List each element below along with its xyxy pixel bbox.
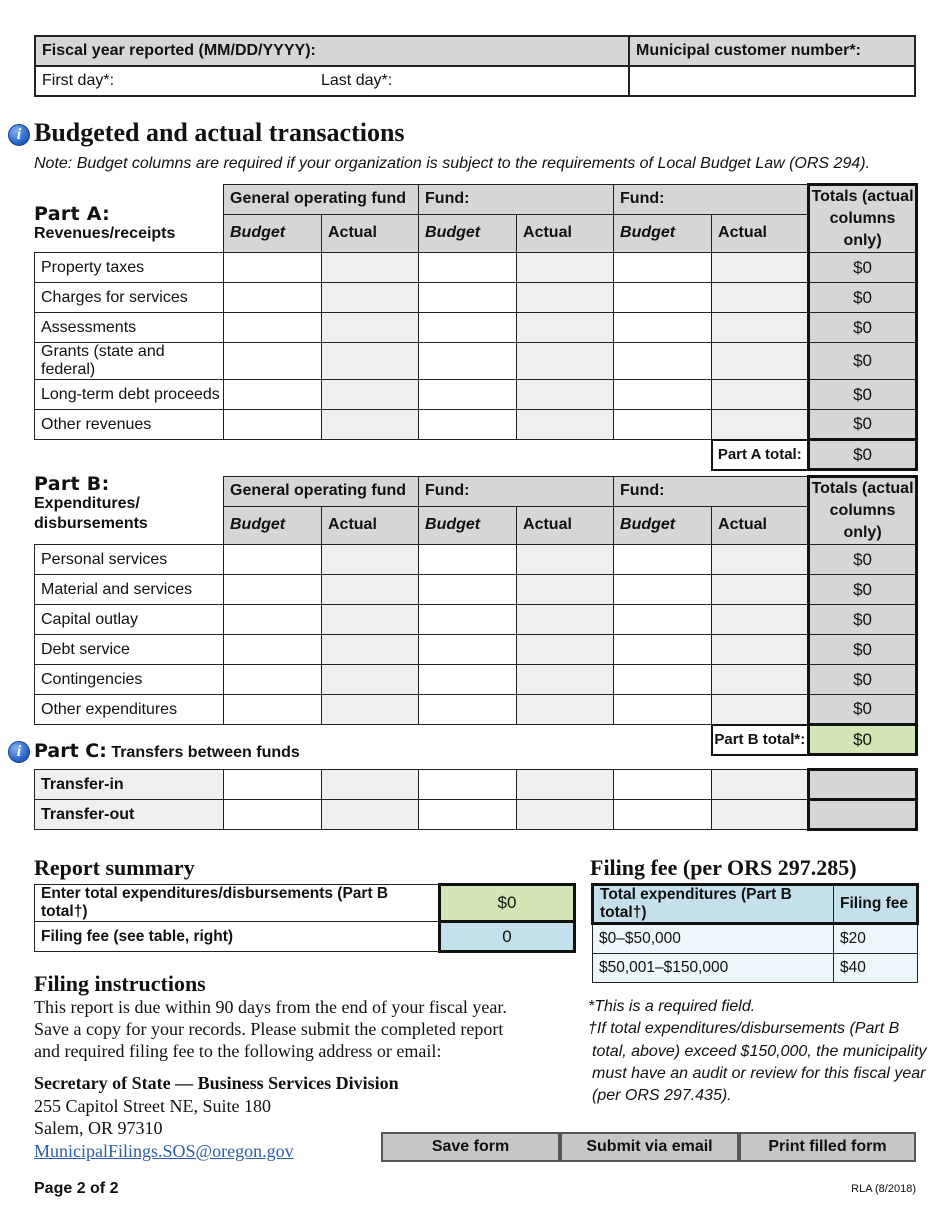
part-c-heading [34, 740, 300, 762]
budget-input[interactable] [614, 605, 712, 635]
budget-input[interactable] [224, 545, 322, 575]
row-label: Grants (state and federal) [35, 343, 224, 380]
actual-input[interactable] [517, 313, 614, 343]
last-day-label: Last day*: [321, 72, 393, 89]
actual-input[interactable] [517, 545, 614, 575]
fund1-header: General operating fund [224, 185, 419, 215]
actual-header: Actual [712, 214, 809, 252]
budget-input[interactable] [614, 635, 712, 665]
budget-input[interactable] [614, 800, 712, 830]
fund2-header: Fund: [419, 477, 614, 507]
actual-input[interactable] [322, 410, 419, 440]
part-a-total-label: Part A total: [712, 440, 809, 470]
report-summary-title: Report summary [34, 855, 195, 880]
budget-input[interactable] [614, 313, 712, 343]
actual-input[interactable] [322, 635, 419, 665]
fee-col2-header: Filing fee [834, 885, 918, 924]
row-label: Capital outlay [35, 605, 224, 635]
budget-input[interactable] [614, 253, 712, 283]
totals-header [809, 477, 917, 545]
budget-input[interactable] [614, 410, 712, 440]
table-row [35, 253, 917, 283]
table-row [35, 313, 917, 343]
budget-input[interactable] [614, 380, 712, 410]
table-row [35, 695, 917, 725]
row-label: Contingencies [35, 665, 224, 695]
row-total [809, 770, 917, 800]
actual-input[interactable] [712, 695, 809, 725]
actual-input[interactable] [712, 665, 809, 695]
row-label: Transfer-out [35, 800, 224, 830]
budget-header: Budget [419, 214, 517, 252]
budget-input[interactable] [419, 635, 517, 665]
budget-input[interactable] [419, 343, 517, 380]
actual-input[interactable] [517, 380, 614, 410]
footnote-dagger: (per ORS 297.435). [592, 1087, 732, 1105]
actual-header: Actual [517, 214, 614, 252]
info-icon[interactable]: i [8, 741, 30, 763]
actual-input[interactable] [322, 253, 419, 283]
filing-fee-table [591, 883, 919, 983]
table-row [35, 410, 917, 440]
actual-header: Actual [322, 506, 419, 544]
part-a-subtitle: Revenues/receipts [34, 225, 176, 242]
row-label: Other expenditures [35, 695, 224, 725]
totals-header-line1: Totals (actual [811, 188, 914, 205]
fund2-header: Fund: [419, 185, 614, 215]
actual-input[interactable] [712, 770, 809, 800]
budget-input[interactable] [224, 665, 322, 695]
actual-input[interactable] [517, 283, 614, 313]
actual-input[interactable] [322, 380, 419, 410]
row-total: $0 [809, 605, 917, 635]
actual-input[interactable] [712, 575, 809, 605]
row-total: $0 [809, 665, 917, 695]
row-label: Property taxes [35, 253, 224, 283]
row-label: Other revenues [35, 410, 224, 440]
instructions-line: This report is due within 90 days from the end of your fiscal year. [34, 997, 507, 1017]
address-city: Salem, OR 97310 [34, 1118, 163, 1138]
filing-fee-title: Filing fee (per ORS 297.285) [590, 855, 857, 880]
email-link[interactable]: MunicipalFilings.SOS@oregon.gov [34, 1140, 294, 1161]
budget-input[interactable] [419, 800, 517, 830]
budget-header: Budget [224, 506, 322, 544]
table-row [593, 924, 918, 954]
budget-input[interactable] [224, 283, 322, 313]
part-b-table [34, 475, 918, 756]
row-total: $0 [809, 695, 917, 725]
row-total: $0 [809, 575, 917, 605]
row-total: $0 [809, 545, 917, 575]
budget-input[interactable] [614, 665, 712, 695]
budget-input[interactable] [224, 575, 322, 605]
actual-input[interactable] [712, 343, 809, 380]
budget-input[interactable] [224, 343, 322, 380]
budget-input[interactable] [419, 410, 517, 440]
fund3-header: Fund: [614, 185, 809, 215]
budget-input[interactable] [224, 635, 322, 665]
actual-input[interactable] [517, 605, 614, 635]
table-row [35, 575, 917, 605]
customer-number-input[interactable] [629, 66, 915, 96]
mailing-address [34, 1072, 399, 1162]
fiscal-year-table [34, 35, 916, 97]
table-row [35, 665, 917, 695]
footnotes [588, 996, 926, 1107]
row-total: $0 [809, 313, 917, 343]
summary-fee-value: 0 [440, 922, 575, 952]
budget-input[interactable] [224, 410, 322, 440]
instructions-line: and required filing fee to the following address or email: [34, 1041, 442, 1061]
report-summary-table [34, 883, 576, 953]
actual-input[interactable] [517, 253, 614, 283]
actual-input[interactable] [712, 313, 809, 343]
row-total: $0 [809, 410, 917, 440]
budget-input[interactable] [614, 695, 712, 725]
actual-input[interactable] [712, 410, 809, 440]
footnote-dagger: total, above) exceed $150,000, the municipality [592, 1042, 927, 1060]
fee-amount: $20 [834, 924, 918, 954]
budget-input[interactable] [419, 313, 517, 343]
actual-input[interactable] [712, 380, 809, 410]
budget-input[interactable] [419, 695, 517, 725]
budget-input[interactable] [614, 575, 712, 605]
actual-input[interactable] [517, 635, 614, 665]
table-row [35, 605, 917, 635]
summary-expenditures-value: $0 [440, 885, 575, 922]
summary-fee-label: Filing fee (see table, right) [35, 922, 440, 952]
totals-header-line2: columns only) [829, 502, 896, 541]
actual-input[interactable] [517, 665, 614, 695]
actual-input[interactable] [322, 575, 419, 605]
budget-header: Budget [614, 214, 712, 252]
budget-input[interactable] [224, 800, 322, 830]
part-b-subtitle-line1: Expenditures/ [34, 495, 140, 512]
actual-input[interactable] [712, 545, 809, 575]
actual-input[interactable] [712, 635, 809, 665]
footnote-dagger: †If total expenditures/disbursements (Part B [588, 1020, 900, 1038]
actual-input[interactable] [322, 343, 419, 380]
part-a-table [34, 183, 918, 471]
budget-input[interactable] [224, 253, 322, 283]
part-c-subtitle: Transfers between funds [111, 744, 300, 761]
actual-input[interactable] [322, 283, 419, 313]
part-c-title: Part C: [34, 740, 107, 762]
fund1-header: General operating fund [224, 477, 419, 507]
part-b-total-value: $0 [809, 725, 917, 755]
fee-range: $0–$50,000 [593, 924, 834, 954]
actual-input[interactable] [322, 605, 419, 635]
actual-input[interactable] [517, 800, 614, 830]
budget-input[interactable] [614, 545, 712, 575]
table-row [593, 954, 918, 983]
row-label: Transfer-in [35, 770, 224, 800]
fund3-header: Fund: [614, 477, 809, 507]
actual-input[interactable] [517, 575, 614, 605]
section-title: Budgeted and actual transactions [34, 118, 405, 147]
address-street: 255 Capitol Street NE, Suite 180 [34, 1095, 271, 1116]
actual-input[interactable] [517, 770, 614, 800]
budget-input[interactable] [419, 283, 517, 313]
actual-input[interactable] [517, 695, 614, 725]
filing-instructions-title: Filing instructions [34, 971, 206, 996]
row-total: $0 [809, 380, 917, 410]
budget-input[interactable] [419, 575, 517, 605]
instructions-line: Save a copy for your records. Please submit the completed report [34, 1019, 504, 1039]
print-form-button[interactable]: Print filled form [739, 1132, 916, 1162]
table-row [35, 800, 917, 830]
first-day-label: First day*: [42, 72, 115, 89]
part-a-total-value: $0 [809, 440, 917, 470]
budget-header: Budget [614, 506, 712, 544]
actual-input[interactable] [322, 770, 419, 800]
form-code: RLA (8/2018) [851, 1183, 916, 1195]
totals-header [809, 185, 917, 253]
budget-law-note: Note: Budget columns are required if your organization is subject to the requirements of Local Budget Law (ORS 294). [34, 155, 871, 172]
actual-header: Actual [322, 214, 419, 252]
actual-header: Actual [712, 506, 809, 544]
budget-input[interactable] [419, 605, 517, 635]
page-number: Page 2 of 2 [34, 1180, 119, 1197]
save-form-button[interactable]: Save form [381, 1132, 560, 1162]
fee-col1-header: Total expenditures (Part B total†) [593, 885, 834, 924]
row-label: Long-term debt proceeds [35, 380, 224, 410]
totals-header-line2: columns only) [829, 210, 896, 249]
budget-input[interactable] [224, 695, 322, 725]
part-b-subtitle-line2: disbursements [34, 515, 148, 532]
part-b-title: Part B: [34, 473, 110, 495]
budget-input[interactable] [224, 380, 322, 410]
budget-input[interactable] [224, 770, 322, 800]
actual-input[interactable] [712, 605, 809, 635]
budget-input[interactable] [614, 283, 712, 313]
budget-input[interactable] [419, 253, 517, 283]
actual-input[interactable] [322, 800, 419, 830]
row-label: Debt service [35, 635, 224, 665]
budget-input[interactable] [224, 313, 322, 343]
row-label: Personal services [35, 545, 224, 575]
budget-input[interactable] [419, 545, 517, 575]
actual-input[interactable] [322, 545, 419, 575]
row-total: $0 [809, 343, 917, 380]
customer-number-label: Municipal customer number*: [629, 36, 915, 66]
row-total [809, 800, 917, 830]
fiscal-year-label: Fiscal year reported (MM/DD/YYYY): [35, 36, 629, 66]
budget-input[interactable] [419, 665, 517, 695]
info-icon[interactable]: i [8, 124, 30, 146]
actual-input[interactable] [322, 695, 419, 725]
part-a-title: Part A: [34, 203, 111, 225]
submit-email-button[interactable]: Submit via email [560, 1132, 739, 1162]
row-label: Assessments [35, 313, 224, 343]
fee-range: $50,001–$150,000 [593, 954, 834, 983]
filing-instructions-text [34, 996, 507, 1062]
actual-input[interactable] [322, 313, 419, 343]
table-row [35, 635, 917, 665]
row-total: $0 [809, 635, 917, 665]
table-row [35, 770, 917, 800]
fee-amount: $40 [834, 954, 918, 983]
budget-input[interactable] [224, 605, 322, 635]
row-total: $0 [809, 253, 917, 283]
actual-input[interactable] [517, 410, 614, 440]
row-total: $0 [809, 283, 917, 313]
actual-input[interactable] [712, 253, 809, 283]
actual-header: Actual [517, 506, 614, 544]
table-row [35, 283, 917, 313]
budget-input[interactable] [419, 380, 517, 410]
totals-header-line1: Totals (actual [811, 480, 914, 497]
budget-input[interactable] [614, 770, 712, 800]
table-row [35, 380, 917, 410]
actual-input[interactable] [712, 800, 809, 830]
budget-header: Budget [419, 506, 517, 544]
budget-input[interactable] [419, 770, 517, 800]
row-label: Material and services [35, 575, 224, 605]
budget-header: Budget [224, 214, 322, 252]
footnote-required: *This is a required field. [588, 998, 756, 1015]
part-c-table [34, 768, 918, 831]
budget-input[interactable] [614, 343, 712, 380]
fiscal-days-cell[interactable] [35, 66, 629, 96]
table-row [35, 545, 917, 575]
actual-input[interactable] [322, 665, 419, 695]
row-label: Charges for services [35, 283, 224, 313]
address-org: Secretary of State — Business Services Division [34, 1073, 399, 1093]
table-row [35, 343, 917, 380]
actual-input[interactable] [712, 283, 809, 313]
footnote-dagger: must have an audit or review for this fiscal year [592, 1064, 926, 1082]
summary-expenditures-label: Enter total expenditures/disbursements (Part B total†) [35, 885, 440, 922]
actual-input[interactable] [517, 343, 614, 380]
part-b-total-label: Part B total*: [712, 725, 809, 755]
